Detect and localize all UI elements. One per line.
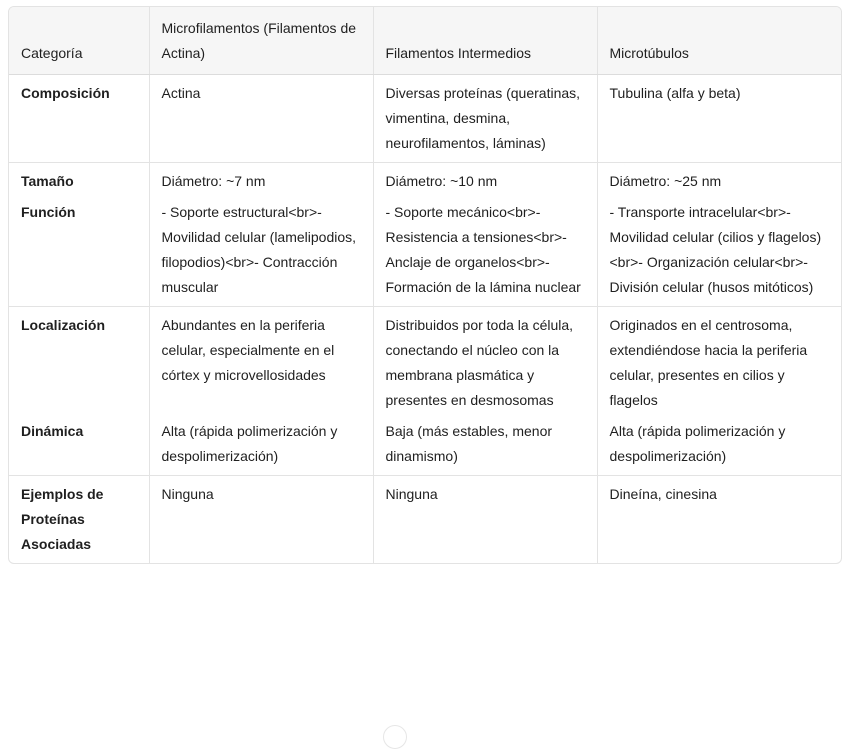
table-header-row xyxy=(9,7,841,75)
row-category: Función xyxy=(9,196,149,307)
comparison-table xyxy=(9,7,841,563)
cell-microfilamentos: Abundantes en la periferia celular, especialmente en el córtex y microvellosidades xyxy=(149,307,373,416)
cell-microfilamentos: - Soporte estructural<br>- Movilidad celular (lamelipodios, filopodios)<br>- Contracción muscular xyxy=(149,196,373,307)
header-filamentos-intermedios: Filamentos Intermedios xyxy=(373,7,597,75)
cell-microfilamentos: Actina xyxy=(149,75,373,163)
cell-intermedios: Baja (más estables, menor dinamismo) xyxy=(373,415,597,476)
cell-microfilamentos: Alta (rápida polimerización y despolimerización) xyxy=(149,415,373,476)
cell-intermedios: - Soporte mecánico<br>- Resistencia a tensiones<br>- Anclaje de organelos<br>- Formación de la lámina nuclear xyxy=(373,196,597,307)
cell-microtubulos: Dineína, cinesina xyxy=(609,486,717,502)
row-category: Ejemplos de Proteínas Asociadas xyxy=(9,476,149,564)
comparison-table-container xyxy=(8,6,842,564)
cell-microtubulos: - Transporte intracelular<br>- Movilidad celular (cilios y flagelos)<br>- Organización celular<br>- División celular (husos mitóticos) xyxy=(597,196,841,307)
header-categoria: Categoría xyxy=(9,7,149,75)
cell-microtubulos: Alta (rápida polimerización y despolimerización) xyxy=(597,415,841,476)
table-row-ejemplos xyxy=(9,476,841,564)
cell-microfilamentos: Diámetro: ~7 nm xyxy=(149,163,373,197)
cell-intermedios: Diversas proteínas (queratinas, vimentina, desmina, neurofilamentos, láminas) xyxy=(373,75,597,163)
cell-intermedios: Ninguna xyxy=(373,476,597,564)
cell-microtubulos: Diámetro: ~25 nm xyxy=(609,173,722,189)
cell-microtubulos: Tubulina (alfa y beta) xyxy=(597,75,841,163)
cell-microtubulos: Originados en el centrosoma, extendiéndose hacia la periferia celular, presentes en cilios y flagelos xyxy=(609,317,808,408)
header-microfilamentos: Microfilamentos (Filamentos de Actina) xyxy=(149,7,373,75)
cell-intermedios: Distribuidos por toda la célula, conectando el núcleo con la membrana plasmática y presentes en desmosomas xyxy=(373,307,597,416)
row-category: Tamaño xyxy=(9,163,149,197)
row-category: Dinámica xyxy=(9,415,149,476)
row-category: Composición xyxy=(9,75,149,163)
scroll-down-button[interactable] xyxy=(383,725,407,749)
cell-microfilamentos: Ninguna xyxy=(149,476,373,564)
header-microtubulos: Microtúbulos xyxy=(597,7,841,75)
table-row-dinamica xyxy=(9,415,841,476)
table-row-funcion xyxy=(9,196,841,307)
row-category: Localización xyxy=(9,307,149,416)
table-row-composicion xyxy=(9,75,841,163)
cell-intermedios: Diámetro: ~10 nm xyxy=(373,163,597,197)
table-row-tamano xyxy=(9,163,841,197)
table-row-localizacion xyxy=(9,307,841,416)
